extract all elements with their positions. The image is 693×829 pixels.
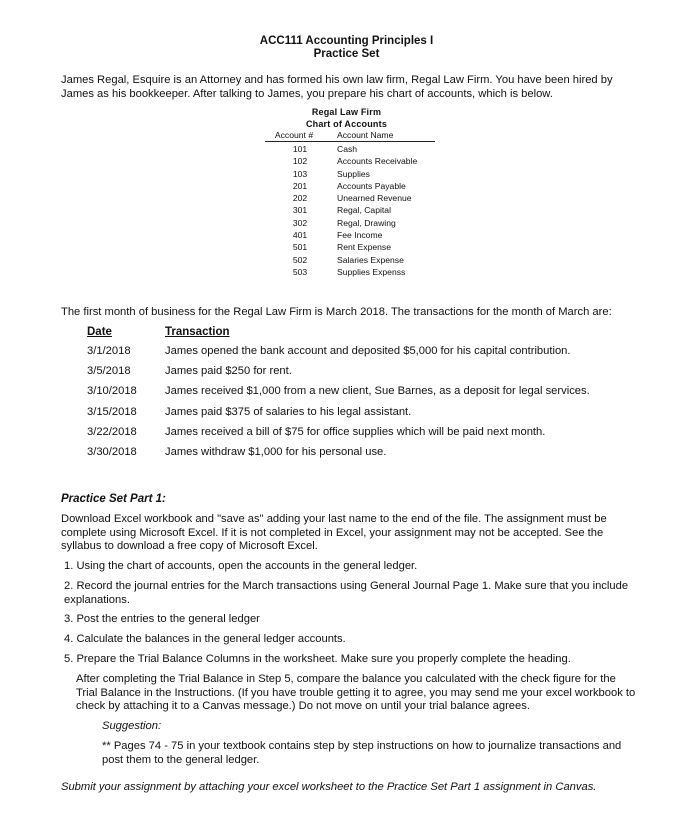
step-4: 4. Calculate the balances in the general ledger accounts. [64, 633, 346, 645]
transaction-row [87, 426, 647, 446]
intro-paragraph: James Regal, Esquire is an Attorney and has formed his own law firm, Regal Law Firm. You have been hired by James as his bookkeeper. After talking to James, you prepare his chart of accounts, which is below. [61, 74, 613, 100]
account-name: Unearned Revenue [337, 193, 412, 204]
step-2: 2. Record the journal entries for the March transactions using General Journal Page 1. Make sure that you include explanations. [64, 580, 629, 606]
transactions-intro: The first month of business for the Regal Law Firm is March 2018. The transactions for the month of March are: [61, 306, 612, 318]
coa-row [265, 193, 435, 205]
course-title: ACC111 Accounting Principles I [259, 35, 434, 47]
transaction-text: James received $1,000 from a new client, Sue Barnes, as a deposit for legal services. [165, 385, 590, 398]
transaction-date: 3/22/2018 [87, 425, 137, 438]
transaction-date: 3/1/2018 [87, 345, 131, 357]
account-number: 503 [292, 266, 308, 277]
account-number: 302 [292, 217, 308, 228]
transactions-table [87, 325, 647, 466]
part1-title: Practice Set Part 1: [61, 493, 166, 505]
account-number: 502 [292, 254, 308, 265]
account-name: Supplies [337, 168, 370, 179]
account-number: 501 [292, 242, 308, 253]
transaction-date: 3/10/2018 [87, 385, 137, 398]
coa-row [265, 144, 435, 156]
coa-row [265, 156, 435, 168]
account-name: Rent Expense [337, 242, 391, 253]
account-number: 102 [292, 156, 308, 167]
transaction-text: James opened the bank account and deposited $5,000 for his capital contribution. [165, 345, 571, 357]
step-3: 3. Post the entries to the general ledger [64, 613, 260, 625]
coa-header-row [265, 130, 435, 142]
col-date: Date [87, 326, 112, 338]
coa-row [265, 218, 435, 230]
transaction-text: James paid $250 for rent. [165, 365, 292, 378]
transaction-row [87, 446, 647, 466]
part1-instructions: Download Excel workbook and "save as" adding your last name to the end of the file. The assignment must be complete using Microsoft Excel. If it is not completed in Excel, your assignment may not be accepted. See the syllabus to download a free copy of Microsoft Excel. [61, 513, 607, 553]
coa-row [265, 255, 435, 267]
account-name: Accounts Payable [337, 180, 406, 191]
transaction-text: James received a bill of $75 for office supplies which will be paid next month. [165, 425, 546, 438]
coa-row [265, 242, 435, 254]
transaction-text: James paid $375 of salaries to his legal assistant. [165, 405, 412, 418]
transaction-row [87, 406, 647, 426]
coa-row [265, 169, 435, 181]
account-number: 103 [292, 168, 308, 179]
coa-col-name: Account Name [337, 130, 394, 140]
account-name: Fee Income [337, 230, 383, 241]
account-number: 401 [292, 230, 308, 241]
transaction-text: James withdraw $1,000 for his personal use. [165, 445, 387, 458]
coa-firm-name: Regal Law Firm [311, 107, 382, 117]
transactions-header-row [87, 325, 647, 339]
transaction-date: 3/30/2018 [87, 445, 137, 458]
account-number: 202 [292, 193, 308, 204]
account-number: 301 [292, 205, 308, 216]
coa-row [265, 181, 435, 193]
step5-note: After completing the Trial Balance in Step 5, compare the balance you calculated with the check figure for the Trial Balance in the Instructions. (If you have trouble getting it to agree, you may send me your excel workbook to check by attaching it to a Canvas message.) Do not move on until your trial balance agrees. [76, 673, 636, 713]
account-name: Accounts Receivable [337, 156, 418, 167]
document-subtitle: Practice Set [313, 48, 380, 60]
step-1: 1. Using the chart of accounts, open the accounts in the general ledger. [64, 560, 418, 572]
account-name: Supplies Expenss [337, 266, 406, 277]
account-number: 201 [292, 180, 308, 191]
transaction-row [87, 365, 647, 385]
coa-col-number: Account # [274, 130, 314, 140]
coa-row [265, 230, 435, 242]
col-transaction: Transaction [165, 326, 230, 338]
suggestion-text: ** Pages 74 - 75 in your textbook contains step by step instructions on how to journalize transactions and post them to the general ledger. [102, 740, 622, 766]
coa-title: Chart of Accounts [305, 119, 388, 129]
transaction-date: 3/5/2018 [87, 365, 131, 378]
chart-of-accounts-table [265, 130, 435, 279]
step-5: 5. Prepare the Trial Balance Columns in the worksheet. Make sure you properly complete the heading. [64, 653, 571, 665]
account-number: 101 [292, 144, 308, 154]
transaction-row [87, 345, 647, 365]
suggestion-label: Suggestion: [102, 720, 162, 732]
transaction-date: 3/15/2018 [87, 405, 137, 418]
transaction-row [87, 385, 647, 405]
account-name: Salaries Expense [337, 254, 404, 265]
account-name: Cash [337, 144, 358, 154]
account-name: Regal, Drawing [337, 217, 396, 228]
account-name: Regal, Capital [337, 205, 391, 216]
submit-instructions: Submit your assignment by attaching your excel worksheet to the Practice Set Part 1 assignment in Canvas. [61, 781, 597, 793]
coa-row [265, 205, 435, 217]
coa-row [265, 267, 435, 279]
